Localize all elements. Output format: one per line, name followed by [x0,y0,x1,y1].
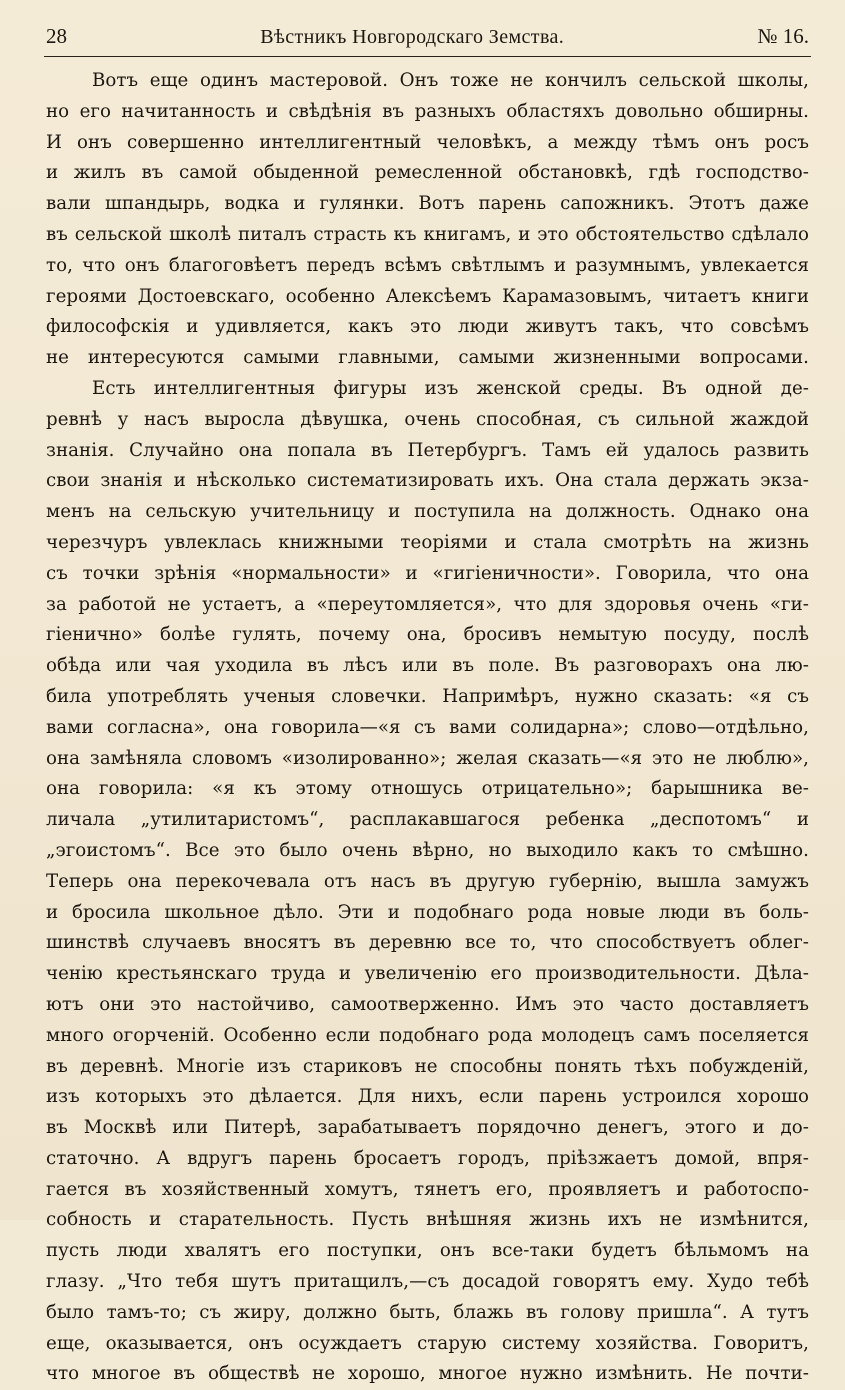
header-rule [44,56,811,57]
text-line: вами согласна», она говорила—«я съ вами солидарна»; слово—отдѣльно, [46,716,809,738]
text-line: Теперь она перекочевала отъ насъ въ другую губернію, вышла замужъ [46,870,809,892]
text-line: много огорченій. Особенно если подобнаго рода молодецъ самъ поселяется [46,1024,809,1046]
text-line: она говорила: «я къ этому отношусь отрицательно»; барышника ве- [46,778,809,800]
text-line: Есть интеллигентныя фигуры изъ женской среды. Въ одной де- [92,377,809,399]
text-line: ченію крестьянскаго труда и увеличенію его производительности. Дѣла- [46,963,809,985]
text-line: черезчуръ увлеклась книжными теоріями и стала смотрѣть на жизнь [46,531,809,553]
text-line: ютъ они это настойчиво, самоотверженно. Имъ это часто доставляетъ [46,993,809,1015]
text-line: статочно. А вдругъ парень бросаетъ городъ, пріѣзжаетъ домой, впря- [46,1147,809,1169]
page-number: 28 [46,24,67,48]
issue-number: № 16. [757,24,809,48]
text-line: изъ которыхъ это дѣлается. Для нихъ, если парень устроился хорошо [46,1086,809,1108]
text-line: „эгоистомъ“. Все это было очень вѣрно, но выходило какъ то смѣшно. [46,839,809,861]
text-line: что многое въ обществѣ не хорошо, многое нужно измѣнить. Не почти- [46,1363,809,1385]
text-line: гіенично» болѣе гулять, почему она, бросивъ немытую посуду, послѣ [46,624,809,646]
text-line: И онъ совершенно интеллигентный человѣкъ, а между тѣмъ онъ росъ [46,131,809,153]
text-line: не интересуются самыми главными, самыми жизненными вопросами. [46,347,809,369]
text-line: за работой не устаетъ, а «переутомляется», что для здоровья очень «ги- [46,593,809,615]
text-line: собность и старательность. Пусть внѣшняя жизнь ихъ не измѣнится, [46,1209,809,1231]
text-line: и бросила школьное дѣло. Эти и подобнаго рода новые люди въ боль- [46,901,809,923]
text-line: Вотъ еще одинъ мастеровой. Онъ тоже не кончилъ сельской школы, [92,70,809,91]
text-line: обѣда или чая уходила въ лѣсъ или въ поле. Въ разговорахъ она лю- [46,655,809,677]
text-line: то, что онъ благоговѣетъ передъ всѣмъ свѣтлымъ и разумнымъ, увлекается [46,254,809,276]
article-text [46,66,809,1390]
text-line: философскія и удивляется, какъ это люди живутъ такъ, что совсѣмъ [46,316,809,338]
text-line: вали шпандырь, водка и гулянки. Вотъ парень сапожникъ. Этотъ даже [46,193,809,215]
text-line: въ сельской школѣ питалъ страсть къ книгамъ, и это обстоятельство сдѣлало [46,223,809,245]
text-line: личала „утилитаристомъ“, расплакавшагося ребенка „деспотомъ“ и [46,809,809,831]
text-line: въ деревнѣ. Многіе изъ стариковъ не способны понять тѣхъ побужденій, [46,1055,809,1077]
text-line: героями Достоевскаго, особенно Алексѣемъ Карамазовымъ, читаетъ книги [46,285,809,307]
text-line: и жилъ въ самой обыденной ремесленной обстановкѣ, гдѣ господство- [46,162,809,184]
journal-title: Вѣстникъ Новгородскаго Земства. [260,26,565,48]
text-line: но его начитанность и свѣдѣнія въ разныхъ областяхъ довольно обширны. [46,100,809,122]
text-line: ревнѣ у насъ выросла дѣвушка, очень способная, съ сильной жаждой [46,408,809,430]
text-line: била употреблять ученыя словечки. Напримѣръ, нужно сказать: «я съ [46,685,809,707]
running-header [46,24,809,52]
text-line: знанія. Случайно она попала въ Петербургъ. Тамъ ей удалось развить [46,439,809,461]
text-line: въ Москвѣ или Питерѣ, зарабатываетъ порядочно денегъ, этого и до- [46,1117,809,1139]
text-line: еще, оказывается, онъ осуждаетъ старую систему хозяйства. Говоритъ, [46,1332,809,1354]
text-line: пусть люди хвалятъ его поступки, онъ все-таки будетъ бѣльмомъ на [46,1240,809,1262]
text-line: съ точки зрѣнія «нормальности» и «гигіеничности». Говорила, что она [46,562,809,584]
text-line: гается въ хозяйственный хомутъ, тянетъ его, проявляетъ и работоспо- [46,1178,809,1200]
text-line: было тамъ-то; съ жиру, должно быть, блажь въ голову пришла“. А тутъ [46,1301,809,1323]
text-line: свои знанія и нѣсколько систематизировать ихъ. Она стала держать экза- [46,470,809,492]
text-line: шинствѣ случаевъ вносятъ въ деревню все то, что способствуетъ облег- [46,932,809,954]
text-line: менъ на сельскую учительницу и поступила на должность. Однако она [46,501,809,523]
text-line: она замѣняла словомъ «изолированно»; желая сказать—«я это не люблю», [46,747,809,769]
text-line: глазу. „Что тебя шутъ притащилъ,—съ досадой говорятъ ему. Худо тебѣ [46,1271,809,1293]
